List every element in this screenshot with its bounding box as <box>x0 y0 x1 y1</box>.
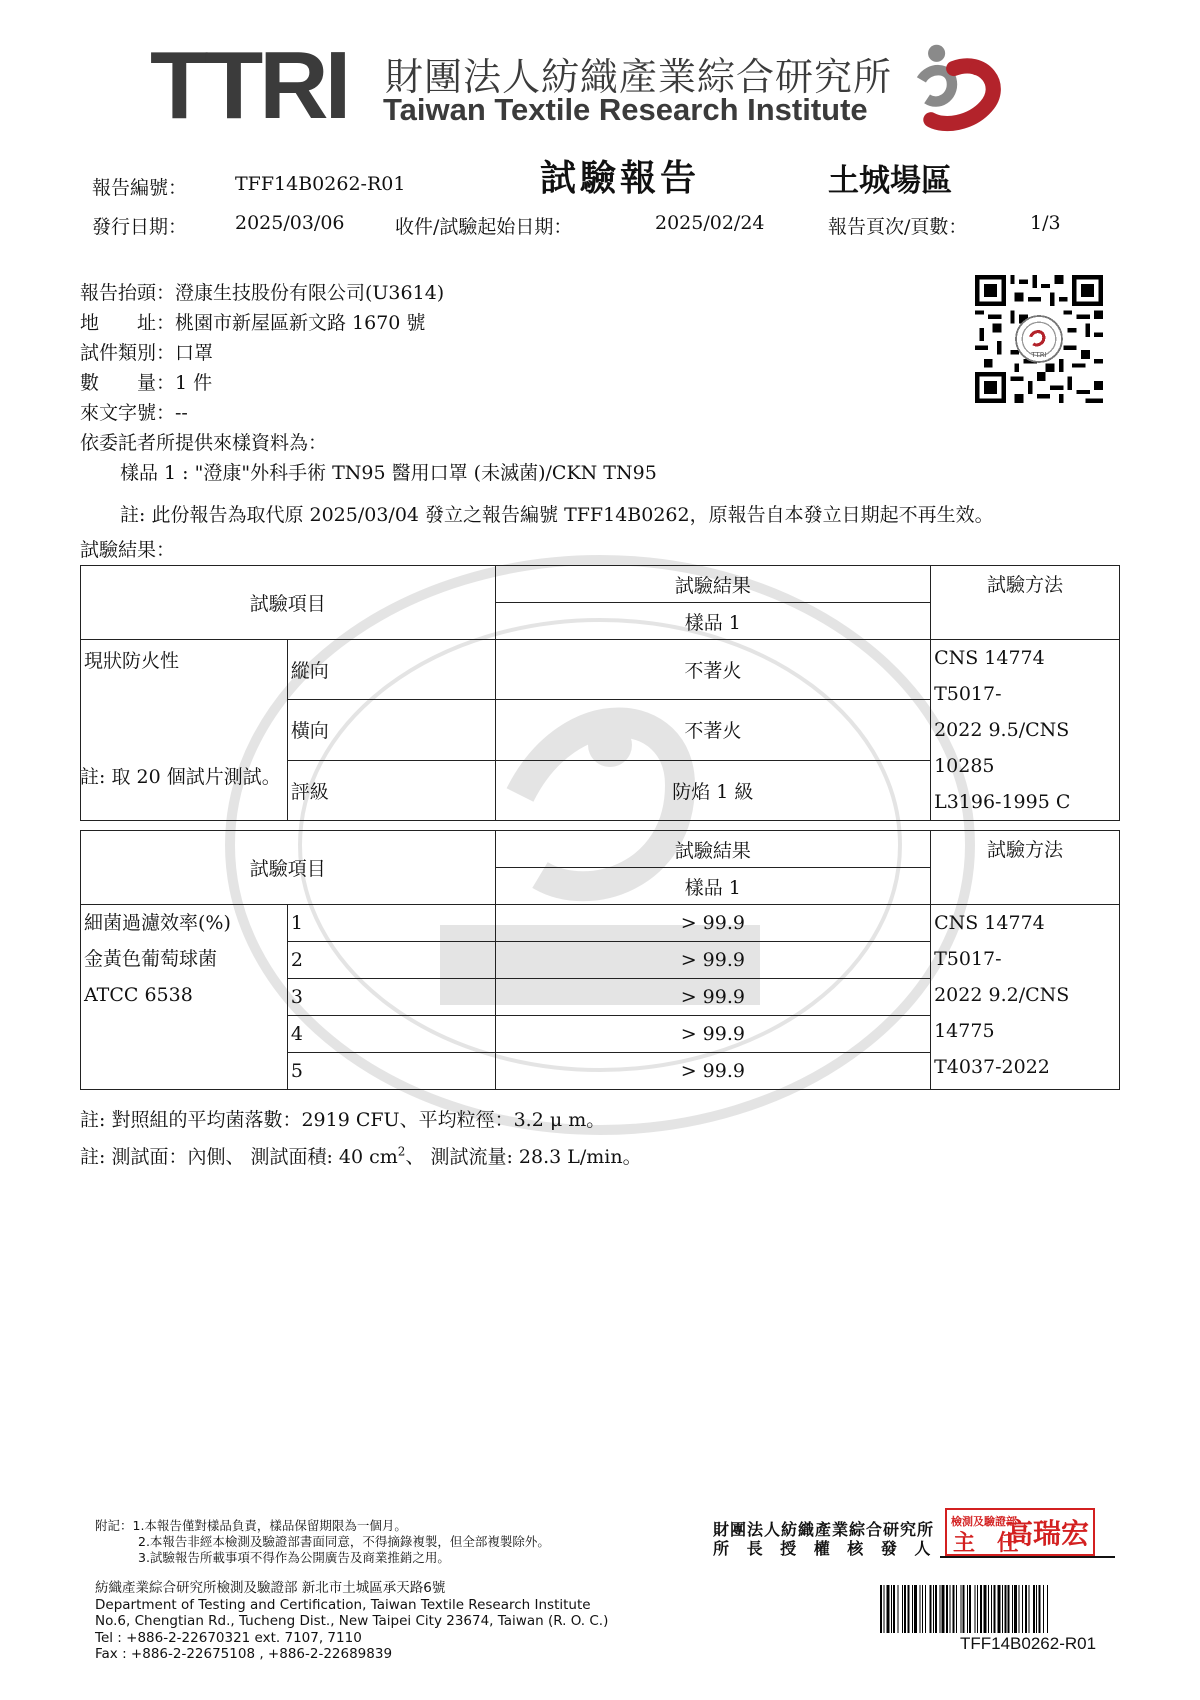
barcode-bar <box>893 1585 895 1633</box>
receive-date: 2025/02/24 <box>655 212 765 234</box>
note-text: 、 測試流量: 28.3 L/min。 <box>405 1146 642 1168</box>
sub-item: 5 <box>287 1053 495 1090</box>
footer-note-line: 3.試驗報告所載事項不得作為公開廣告及商業推銷之用。 <box>138 1550 450 1565</box>
site-name: 土城場區 <box>828 163 952 199</box>
footer-note-line: 2.本報告非經本檢測及驗證部書面同意，不得摘錄複製，但全部複製除外。 <box>138 1534 550 1549</box>
dept-line: 紡織產業綜合研究所檢測及驗證部 新北市土城區承天路6號 <box>95 1580 446 1596</box>
sub-item: 4 <box>287 1016 495 1053</box>
header-sample: 樣品 1 <box>495 603 931 640</box>
qr-code[interactable] <box>975 275 1103 403</box>
sub-item: 2 <box>287 942 495 979</box>
authorization-block <box>713 1520 936 1558</box>
item-line: ATCC 6538 <box>84 984 193 1006</box>
result-cell: > 99.9 <box>495 1016 931 1053</box>
barcode-bar <box>1004 1585 1006 1633</box>
barcode-bar <box>1014 1585 1017 1633</box>
ttri-logo-text: TTRI <box>150 32 348 139</box>
header-test-item: 試驗項目 <box>81 831 496 905</box>
method-line: CNS 14774 T5017- <box>934 912 1045 970</box>
dept-line: Tel : +886-2-22670321 ext. 7107, 7110 <box>95 1629 362 1646</box>
barcode-text: TFF14B0262-R01 <box>960 1634 1097 1653</box>
barcode-bar <box>1033 1585 1035 1633</box>
result-cell: > 99.9 <box>495 979 931 1016</box>
barcode-bar <box>975 1585 976 1633</box>
sub-item: 1 <box>287 905 495 942</box>
barcode-bar <box>993 1585 995 1633</box>
bacterial-filtration-table <box>80 830 1120 1090</box>
ref-no-line: 來文字號：-- <box>80 402 188 424</box>
dept-line: Fax : +886-2-22675108 , +886-2-22689839 <box>95 1646 393 1662</box>
barcode-bar <box>960 1585 961 1633</box>
sub-item: 縱向 <box>287 640 495 700</box>
barcode-bar <box>983 1585 986 1633</box>
barcode-bar <box>912 1585 913 1633</box>
issue-date: 2025/03/06 <box>235 212 345 234</box>
barcode-bar <box>1002 1585 1003 1633</box>
barcode-bar <box>980 1585 982 1633</box>
result-cell: > 99.9 <box>495 1053 931 1090</box>
page-number: 1/3 <box>1030 212 1061 234</box>
barcode-bar <box>942 1585 945 1633</box>
result-cell: 防焰 1 級 <box>495 760 931 820</box>
barcode-bar <box>887 1585 890 1633</box>
barcode-bar <box>904 1585 906 1633</box>
method-line: L3196-1995 C <box>934 791 1071 813</box>
header-sample: 樣品 1 <box>495 868 931 905</box>
signature-stamp <box>945 1508 1095 1556</box>
org-name-en: Taiwan Textile Research Institute <box>383 92 868 127</box>
quantity-line: 數 量：1 件 <box>80 372 213 394</box>
barcode-bar <box>967 1585 968 1633</box>
dept-line: Department of Testing and Certification, Taiwan Textile Research Institute <box>95 1596 591 1613</box>
replace-note: 註: 此份報告為取代原 2025/03/04 發立之報告編號 TFF14B0262，原報告自本發立日期起不再生效。 <box>120 504 994 526</box>
method-line: 2022 9.2/CNS 14775 <box>934 984 1070 1042</box>
table2-note-test-surface <box>80 1142 642 1169</box>
org-name-zh: 財團法人紡織產業綜合研究所 <box>385 55 893 99</box>
barcode-bar <box>902 1585 903 1633</box>
sub-item: 3 <box>287 979 495 1016</box>
stamp-name: 高瑞宏 <box>1004 1517 1089 1550</box>
signature-line <box>940 1556 1115 1558</box>
footer-note-line: 附記：1.本報告僅對樣品負責，樣品保留期限為一個月。 <box>95 1518 407 1533</box>
barcode-bar <box>1047 1585 1048 1633</box>
provided-line: 依委託者所提供來樣資料為： <box>80 432 328 454</box>
test-item-name <box>81 905 288 1090</box>
auth-line: 所 長 授 權 核 發 人 <box>713 1539 937 1558</box>
report-no: TFF14B0262-R01 <box>235 173 406 195</box>
stamp-dept: 檢測及驗證部 <box>951 1515 1017 1528</box>
method-line: 2022 9.5/CNS 10285 <box>934 719 1070 777</box>
barcode-bar <box>953 1585 955 1633</box>
result-cell: > 99.9 <box>495 942 931 979</box>
auth-line: 財團法人紡織產業綜合研究所 <box>713 1520 935 1539</box>
barcode-bar <box>935 1585 937 1633</box>
barcode-bar <box>891 1585 892 1633</box>
barcode-bar <box>1043 1585 1044 1633</box>
dept-line: No.6, Chengtian Rd., Tucheng Dist., New Taipei City 23674, Taiwan (R. O. C.) <box>95 1613 609 1629</box>
note-superscript: 2 <box>397 1144 406 1159</box>
barcode-bar <box>922 1585 923 1633</box>
barcode-bar <box>1008 1585 1010 1633</box>
barcode-bar <box>1012 1585 1013 1633</box>
barcode-bar <box>914 1585 917 1633</box>
barcode-bar <box>946 1585 948 1633</box>
test-method-cell <box>931 640 1120 821</box>
barcode-bar <box>1022 1585 1023 1633</box>
barcode-bar <box>1036 1585 1037 1633</box>
results-label: 試驗結果： <box>80 539 176 561</box>
barcode-bar <box>963 1585 965 1633</box>
item-line: 金黃色葡萄球菌 <box>84 948 218 970</box>
barcode-bar <box>939 1585 940 1633</box>
svg-text:TTRI: TTRI <box>1031 350 1047 360</box>
stamp-title: 主 任 <box>953 1530 1020 1556</box>
result-cell: > 99.9 <box>495 905 931 942</box>
barcode-bar <box>930 1585 932 1633</box>
report-no-label: 報告編號： <box>92 177 188 199</box>
table1-note: 註: 取 20 個試片測試。 <box>80 766 281 788</box>
method-line: T4037-2022 <box>934 1056 1050 1078</box>
barcode-bar <box>933 1585 934 1633</box>
address-line: 地 址：桃園市新屋區新文路 1670 號 <box>80 312 426 334</box>
category-line: 試件類別：口罩 <box>80 342 214 364</box>
result-cell: 不著火 <box>495 700 931 760</box>
barcode-bar <box>883 1585 884 1633</box>
barcode-bar <box>880 1585 882 1633</box>
barcode-bar <box>998 1585 1001 1633</box>
department-info <box>95 1580 608 1663</box>
barcode-bar <box>1029 1585 1030 1633</box>
header-test-result: 試驗結果 <box>495 831 931 868</box>
barcode-bar <box>1038 1585 1040 1633</box>
barcode-bar <box>898 1585 899 1633</box>
barcode-bar <box>1025 1585 1027 1633</box>
barcode-bar <box>969 1585 971 1633</box>
barcode-bar <box>949 1585 950 1633</box>
result-cell: 不著火 <box>495 640 931 700</box>
barcode-bar <box>988 1585 989 1633</box>
barcode-bar <box>925 1585 926 1633</box>
sub-item: 橫向 <box>287 700 495 760</box>
barcode-bar <box>920 1585 921 1633</box>
header-test-result: 試驗結果 <box>495 566 931 603</box>
item-line: 細菌過濾效率(%) <box>84 912 231 934</box>
page-label: 報告頁次/頁數： <box>828 216 968 238</box>
barcode-bar <box>991 1585 992 1633</box>
header-test-method: 試驗方法 <box>931 831 1120 905</box>
sample-line: 樣品 1 : "澄康"外科手術 TN95 醫用口罩 (未滅菌)/CKN TN95 <box>120 462 657 484</box>
receive-date-label: 收件/試驗起始日期： <box>395 216 573 238</box>
barcode-bar <box>908 1585 910 1633</box>
test-method-cell <box>931 905 1120 1090</box>
ttri-logo-icon <box>910 40 1005 135</box>
barcode-bar <box>1019 1585 1020 1633</box>
barcode-bar <box>977 1585 978 1633</box>
issue-date-label: 發行日期： <box>92 216 188 238</box>
sub-item: 評級 <box>287 760 495 820</box>
header-test-item: 試驗項目 <box>81 566 496 640</box>
test-item-name: 現狀防火性 <box>81 640 288 821</box>
barcode-bar <box>956 1585 957 1633</box>
applicant-line: 報告抬頭：澄康生技股份有限公司(U3614) <box>80 282 445 304</box>
report-title: 試驗報告 <box>540 157 701 199</box>
barcode <box>880 1585 1198 1633</box>
note-text: 註: 測試面：內側、 測試面積: 40 cm <box>80 1146 398 1168</box>
method-line: CNS 14774 T5017- <box>934 647 1045 705</box>
header-test-method: 試驗方法 <box>931 566 1120 640</box>
footer-notes <box>95 1518 550 1566</box>
table2-note-colony: 註: 對照組的平均菌落數：2919 CFU、平均粒徑：3.2 μ m。 <box>80 1109 606 1131</box>
